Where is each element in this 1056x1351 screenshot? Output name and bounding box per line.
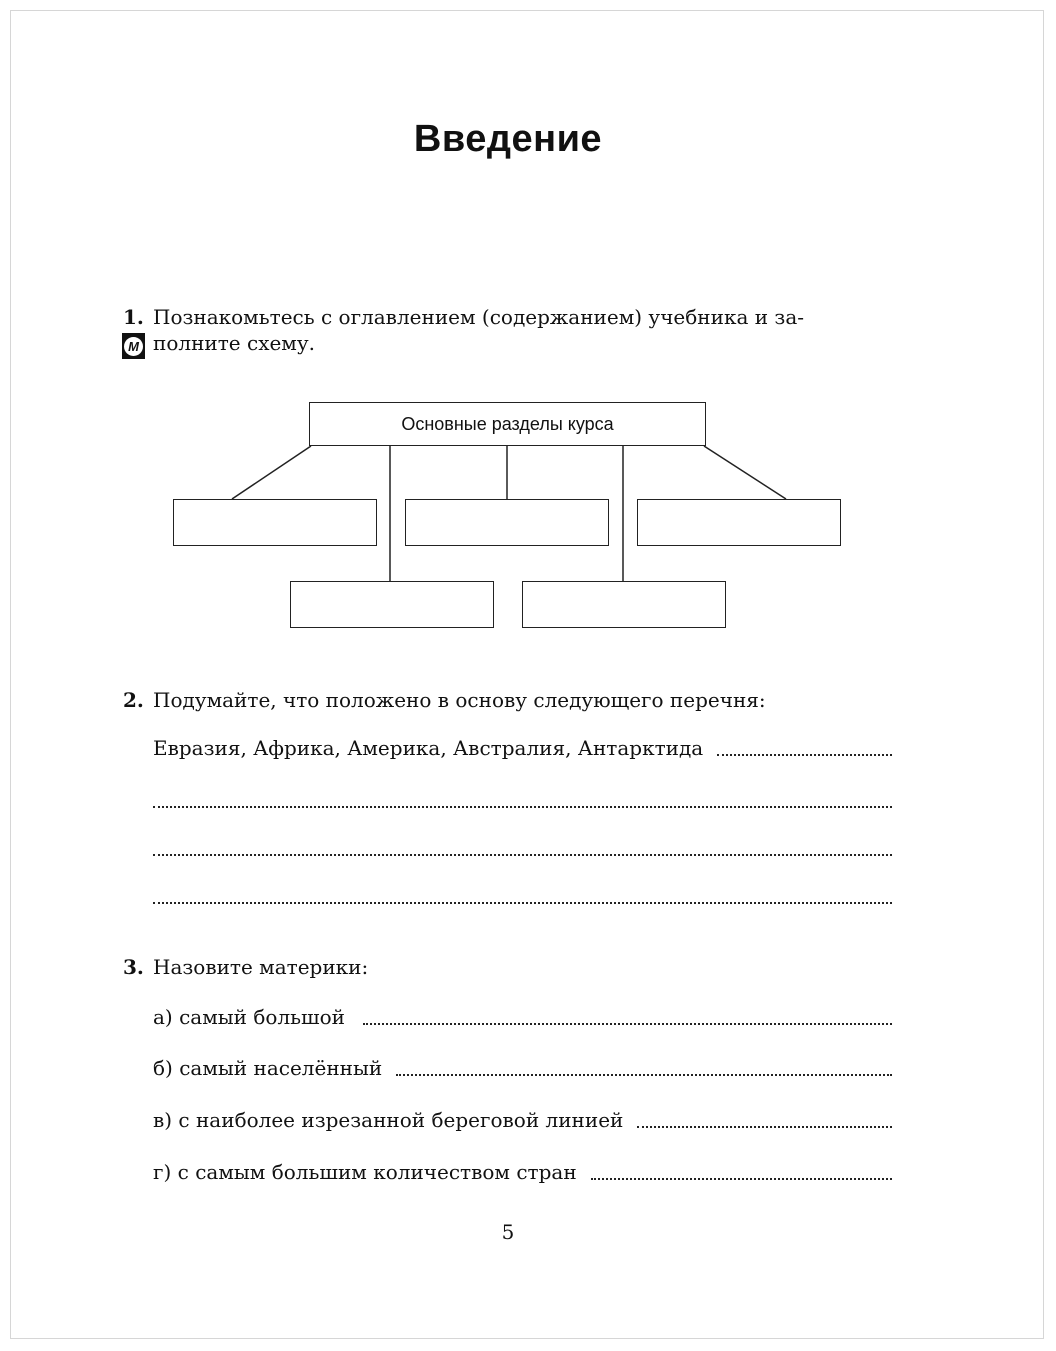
answer-line[interactable] (153, 836, 892, 856)
task-3-item-label: г) с самым большим количеством стран (153, 1160, 577, 1184)
task-2-prompt: Подумайте, что положено в основу следующего перечня: (153, 688, 766, 712)
answer-line[interactable] (363, 1017, 892, 1025)
task-3-prompt: Назовите материки: (153, 955, 369, 979)
answer-line[interactable] (153, 884, 892, 904)
task-3-item (153, 1005, 892, 1029)
task-3-item (153, 1160, 892, 1184)
task-3-item (153, 1108, 892, 1132)
page-frame (10, 10, 1044, 1339)
task-2-answer-row (153, 736, 892, 760)
page-title: Введение (413, 118, 603, 160)
scheme-blank-box-1[interactable] (173, 499, 377, 546)
answer-line[interactable] (717, 748, 892, 756)
task-1-number: 1. (123, 305, 144, 329)
task-1-text-line-2: полните схему. (153, 331, 315, 355)
task-2-list-text: Евразия, Африка, Америка, Австралия, Антарктида (153, 736, 704, 760)
scheme-blank-box-5[interactable] (522, 581, 726, 628)
answer-line[interactable] (153, 788, 892, 808)
scheme-blank-box-3[interactable] (637, 499, 841, 546)
answer-line[interactable] (637, 1120, 892, 1128)
page-number: 5 (501, 1220, 515, 1244)
task-3-item-label: в) с наиболее изрезанной береговой линией (153, 1108, 624, 1132)
task-3-item (153, 1056, 892, 1080)
task-3-number: 3. (123, 955, 144, 979)
m-badge-icon (122, 333, 145, 359)
task-2-number: 2. (123, 688, 144, 712)
scheme-blank-box-2[interactable] (405, 499, 609, 546)
scheme-blank-box-4[interactable] (290, 581, 494, 628)
task-1-text-line-1: Познакомьтесь с оглавлением (содержанием) учебника и за- (153, 305, 805, 329)
scheme-root-box: Основные разделы курса (309, 402, 706, 446)
task-3-item-label: а) самый большой (153, 1005, 346, 1029)
answer-line[interactable] (591, 1172, 892, 1180)
m-badge-letter: М (124, 337, 143, 356)
task-3-item-label: б) самый населённый (153, 1056, 383, 1080)
answer-line[interactable] (396, 1068, 892, 1076)
